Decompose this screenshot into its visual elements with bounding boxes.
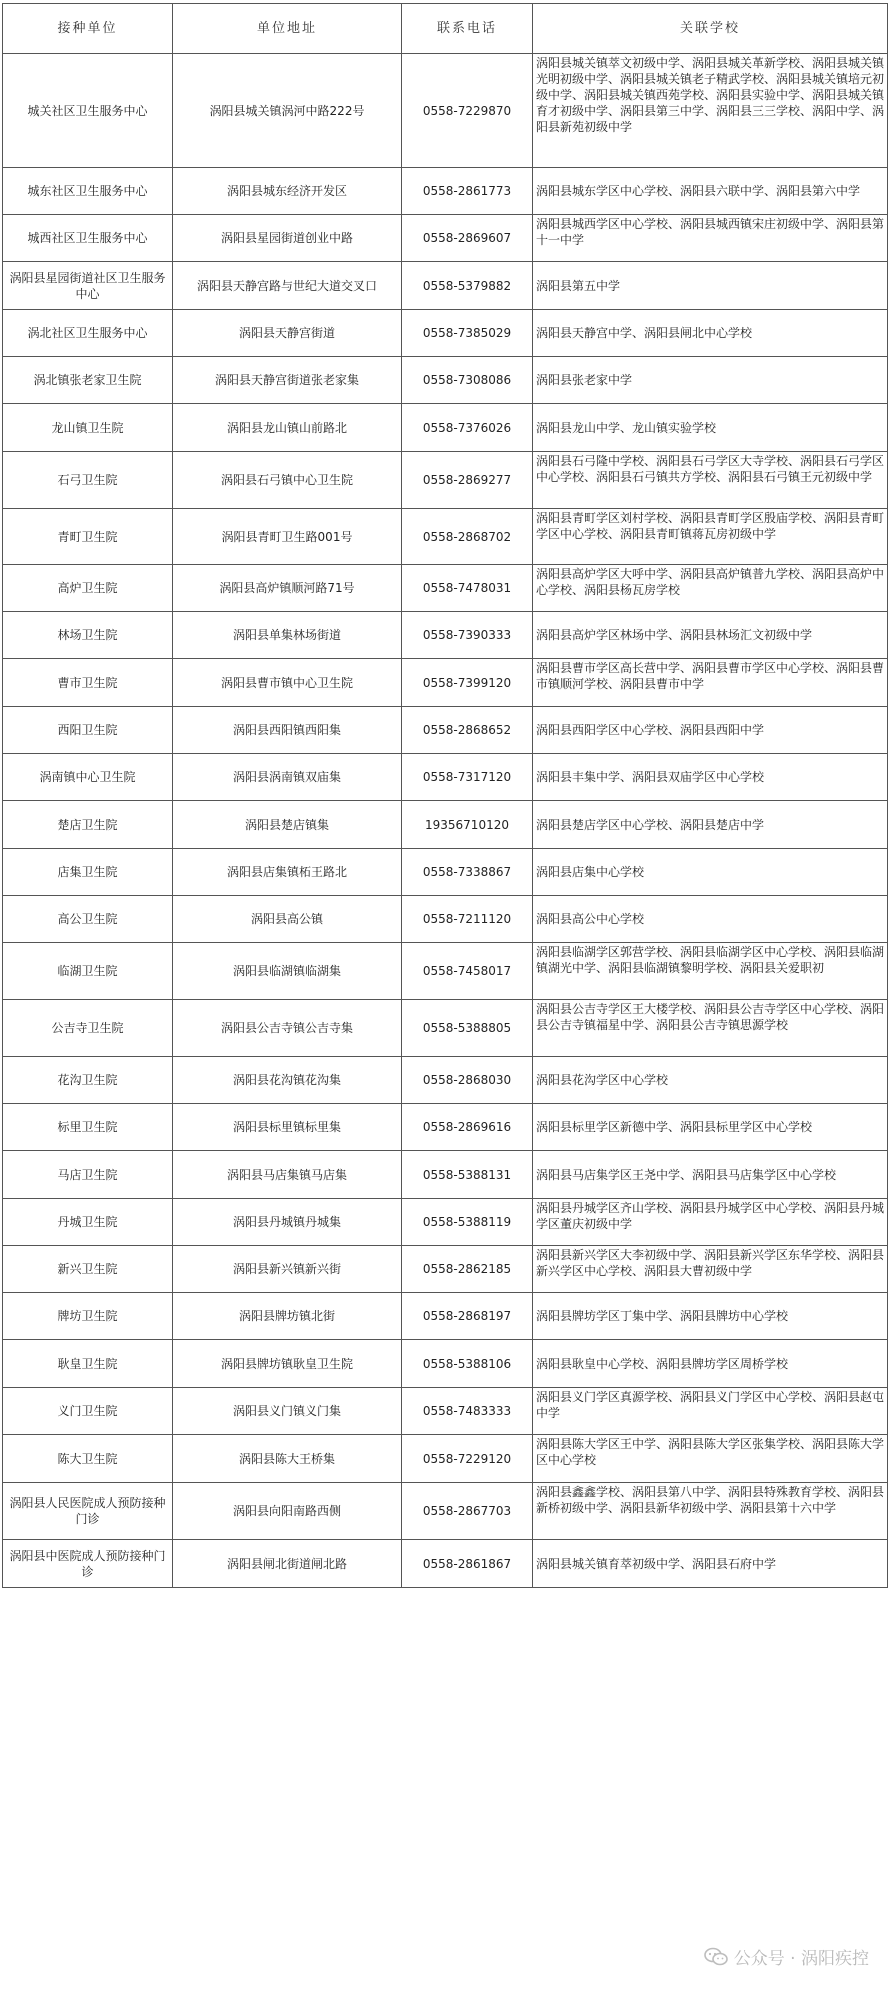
address-cell: 涡阳县新兴镇新兴街	[173, 1246, 402, 1293]
unit-name-cell: 城西社区卫生服务中心	[3, 215, 173, 262]
schools-cell: 涡阳县花沟学区中心学校	[533, 1057, 888, 1104]
address-cell: 涡阳县楚店镇集	[173, 801, 402, 849]
schools-cell: 涡阳县城西学区中心学校、涡阳县城西镇宋庄初级中学、涡阳县第十一中学	[533, 215, 888, 262]
schools-cell: 涡阳县高炉学区大呼中学、涡阳县高炉镇普九学校、涡阳县高炉中心学校、涡阳县杨瓦房学校	[533, 565, 888, 612]
table-row	[3, 849, 888, 896]
address-cell: 涡阳县牌坊镇北街	[173, 1293, 402, 1340]
table-row	[3, 215, 888, 262]
phone-cell: 0558-2868197	[402, 1293, 533, 1340]
watermark-text: 公众号 · 涡阳疾控	[733, 1949, 869, 1969]
address-cell: 涡阳县天静宫街道	[173, 310, 402, 357]
schools-cell: 涡阳县西阳学区中心学校、涡阳县西阳中学	[533, 707, 888, 754]
phone-cell: 0558-2861867	[402, 1540, 533, 1588]
schools-cell: 涡阳县高公中心学校	[533, 896, 888, 943]
schools-cell: 涡阳县鑫鑫学校、涡阳县第八中学、涡阳县特殊教育学校、涡阳县新桥初级中学、涡阳县新华初级中学、涡阳县第十六中学	[533, 1483, 888, 1540]
schools-cell: 涡阳县石弓隆中学校、涡阳县石弓学区大寺学校、涡阳县石弓学区中心学校、涡阳县石弓镇共方学校、涡阳县石弓镇王元初级中学	[533, 452, 888, 509]
address-cell: 涡阳县石弓镇中心卫生院	[173, 452, 402, 509]
table-row	[3, 1104, 888, 1151]
address-cell: 涡阳县龙山镇山前路北	[173, 404, 402, 452]
schools-cell: 涡阳县城关镇萃文初级中学、涡阳县城关革新学校、涡阳县城关镇光明初级中学、涡阳县城关镇老子精武学校、涡阳县城关镇培元初级中学、涡阳县城关镇西苑学校、涡阳县实验中学、涡阳县城关镇育才初级中学、涡阳县第三中学、涡阳县三三学校、涡阳中学、涡阳县新苑初级中学	[533, 54, 888, 168]
phone-cell: 0558-7458017	[402, 943, 533, 1000]
unit-name-cell: 涡南镇中心卫生院	[3, 754, 173, 801]
schools-cell: 涡阳县城关镇育萃初级中学、涡阳县石府中学	[533, 1540, 888, 1588]
phone-cell: 0558-7229120	[402, 1435, 533, 1483]
unit-name-cell: 龙山镇卫生院	[3, 404, 173, 452]
header-phone: 联系电话	[402, 4, 533, 54]
phone-cell: 0558-2862185	[402, 1246, 533, 1293]
address-cell: 涡阳县城东经济开发区	[173, 168, 402, 215]
phone-cell: 0558-2868030	[402, 1057, 533, 1104]
address-cell: 涡阳县丹城镇丹城集	[173, 1199, 402, 1246]
table-row	[3, 801, 888, 849]
unit-name-cell: 标里卫生院	[3, 1104, 173, 1151]
phone-cell: 0558-2869277	[402, 452, 533, 509]
unit-name-cell: 青町卫生院	[3, 509, 173, 565]
schools-cell: 涡阳县丹城学区齐山学校、涡阳县丹城学区中心学校、涡阳县丹城学区董庆初级中学	[533, 1199, 888, 1246]
header-unit: 接种单位	[3, 4, 173, 54]
table-row	[3, 612, 888, 659]
schools-cell: 涡阳县青町学区刘村学校、涡阳县青町学区殷庙学校、涡阳县青町学区中心学校、涡阳县青町镇蒋瓦房初级中学	[533, 509, 888, 565]
address-cell: 涡阳县义门镇义门集	[173, 1388, 402, 1435]
unit-name-cell: 林场卫生院	[3, 612, 173, 659]
schools-cell: 涡阳县张老家中学	[533, 357, 888, 404]
unit-name-cell: 石弓卫生院	[3, 452, 173, 509]
phone-cell: 0558-2869607	[402, 215, 533, 262]
address-cell: 涡阳县城关镇涡河中路222号	[173, 54, 402, 168]
phone-cell: 0558-7308086	[402, 357, 533, 404]
phone-cell: 0558-2869616	[402, 1104, 533, 1151]
address-cell: 涡阳县星园街道创业中路	[173, 215, 402, 262]
table-row	[3, 1246, 888, 1293]
address-cell: 涡阳县高公镇	[173, 896, 402, 943]
unit-name-cell: 临湖卫生院	[3, 943, 173, 1000]
table-row	[3, 1435, 888, 1483]
unit-name-cell: 花沟卫生院	[3, 1057, 173, 1104]
phone-cell: 0558-7338867	[402, 849, 533, 896]
table-row	[3, 1540, 888, 1588]
address-cell: 涡阳县曹市镇中心卫生院	[173, 659, 402, 707]
table-row	[3, 659, 888, 707]
address-cell: 涡阳县临湖镇临湖集	[173, 943, 402, 1000]
address-cell: 涡阳县陈大王桥集	[173, 1435, 402, 1483]
schools-cell: 涡阳县临湖学区郭营学校、涡阳县临湖学区中心学校、涡阳县临湖镇湖光中学、涡阳县临湖镇黎明学校、涡阳县关爱职初	[533, 943, 888, 1000]
address-cell: 涡阳县公吉寺镇公吉寺集	[173, 1000, 402, 1057]
schools-cell: 涡阳县陈大学区王中学、涡阳县陈大学区张集学校、涡阳县陈大学区中心学校	[533, 1435, 888, 1483]
phone-cell: 0558-5388805	[402, 1000, 533, 1057]
table-row	[3, 310, 888, 357]
schools-cell: 涡阳县店集中心学校	[533, 849, 888, 896]
vaccination-table	[2, 3, 888, 1588]
schools-cell: 涡阳县耿皇中心学校、涡阳县牌坊学区周桥学校	[533, 1340, 888, 1388]
table-row	[3, 452, 888, 509]
schools-cell: 涡阳县龙山中学、龙山镇实验学校	[533, 404, 888, 452]
unit-name-cell: 店集卫生院	[3, 849, 173, 896]
table-row	[3, 896, 888, 943]
unit-name-cell: 陈大卫生院	[3, 1435, 173, 1483]
address-cell: 涡阳县马店集镇马店集	[173, 1151, 402, 1199]
unit-name-cell: 牌坊卫生院	[3, 1293, 173, 1340]
schools-cell: 涡阳县牌坊学区丁集中学、涡阳县牌坊中心学校	[533, 1293, 888, 1340]
unit-name-cell: 公吉寺卫生院	[3, 1000, 173, 1057]
table-row	[3, 565, 888, 612]
schools-cell: 涡阳县丰集中学、涡阳县双庙学区中心学校	[533, 754, 888, 801]
table-row	[3, 1057, 888, 1104]
phone-cell: 0558-7229870	[402, 54, 533, 168]
unit-name-cell: 涡阳县人民医院成人预防接种门诊	[3, 1483, 173, 1540]
phone-cell: 0558-7376026	[402, 404, 533, 452]
unit-name-cell: 丹城卫生院	[3, 1199, 173, 1246]
schools-cell: 涡阳县新兴学区大李初级中学、涡阳县新兴学区东华学校、涡阳县新兴学区中心学校、涡阳县大曹初级中学	[533, 1246, 888, 1293]
address-cell: 涡阳县西阳镇西阳集	[173, 707, 402, 754]
schools-cell: 涡阳县标里学区新德中学、涡阳县标里学区中心学校	[533, 1104, 888, 1151]
unit-name-cell: 马店卫生院	[3, 1151, 173, 1199]
table-row	[3, 1340, 888, 1388]
unit-name-cell: 楚店卫生院	[3, 801, 173, 849]
unit-name-cell: 涡阳县中医院成人预防接种门诊	[3, 1540, 173, 1588]
table-row	[3, 54, 888, 168]
address-cell: 涡阳县高炉镇顺河路71号	[173, 565, 402, 612]
unit-name-cell: 西阳卫生院	[3, 707, 173, 754]
address-cell: 涡阳县牌坊镇耿皇卫生院	[173, 1340, 402, 1388]
phone-cell: 0558-7317120	[402, 754, 533, 801]
table-row	[3, 404, 888, 452]
unit-name-cell: 涡北镇张老家卫生院	[3, 357, 173, 404]
schools-cell: 涡阳县公吉寺学区王大楼学校、涡阳县公吉寺学区中心学校、涡阳县公吉寺镇福星中学、涡阳县公吉寺镇思源学校	[533, 1000, 888, 1057]
table-row	[3, 1388, 888, 1435]
address-cell: 涡阳县向阳南路西侧	[173, 1483, 402, 1540]
schools-cell: 涡阳县马店集学区王尧中学、涡阳县马店集学区中心学校	[533, 1151, 888, 1199]
phone-cell: 0558-7483333	[402, 1388, 533, 1435]
table-row	[3, 262, 888, 310]
address-cell: 涡阳县店集镇柘王路北	[173, 849, 402, 896]
phone-cell: 0558-7211120	[402, 896, 533, 943]
phone-cell: 0558-5388131	[402, 1151, 533, 1199]
schools-cell: 涡阳县第五中学	[533, 262, 888, 310]
address-cell: 涡阳县单集林场街道	[173, 612, 402, 659]
table-row	[3, 707, 888, 754]
phone-cell: 0558-2867703	[402, 1483, 533, 1540]
unit-name-cell: 耿皇卫生院	[3, 1340, 173, 1388]
unit-name-cell: 高公卫生院	[3, 896, 173, 943]
table-row	[3, 168, 888, 215]
header-schools: 关联学校	[533, 4, 888, 54]
schools-cell: 涡阳县城东学区中心学校、涡阳县六联中学、涡阳县第六中学	[533, 168, 888, 215]
table-row	[3, 357, 888, 404]
table-row	[3, 1483, 888, 1540]
address-cell: 涡阳县天静宫路与世纪大道交叉口	[173, 262, 402, 310]
table-row	[3, 1293, 888, 1340]
address-cell: 涡阳县闸北街道闸北路	[173, 1540, 402, 1588]
watermark	[700, 1942, 873, 1971]
phone-cell: 0558-7399120	[402, 659, 533, 707]
table-row	[3, 1199, 888, 1246]
phone-cell: 0558-2868652	[402, 707, 533, 754]
table-row	[3, 509, 888, 565]
table-header-row	[3, 4, 888, 54]
table-row	[3, 1000, 888, 1057]
schools-cell: 涡阳县曹市学区高长营中学、涡阳县曹市学区中心学校、涡阳县曹市镇顺河学校、涡阳县曹市中学	[533, 659, 888, 707]
phone-cell: 19356710120	[402, 801, 533, 849]
table-row	[3, 754, 888, 801]
unit-name-cell: 涡阳县星园街道社区卫生服务中心	[3, 262, 173, 310]
unit-name-cell: 曹市卫生院	[3, 659, 173, 707]
table-row	[3, 1151, 888, 1199]
schools-cell: 涡阳县义门学区真源学校、涡阳县义门学区中心学校、涡阳县赵屯中学	[533, 1388, 888, 1435]
phone-cell: 0558-7385029	[402, 310, 533, 357]
schools-cell: 涡阳县楚店学区中心学校、涡阳县楚店中学	[533, 801, 888, 849]
unit-name-cell: 新兴卫生院	[3, 1246, 173, 1293]
address-cell: 涡阳县标里镇标里集	[173, 1104, 402, 1151]
table-row	[3, 943, 888, 1000]
unit-name-cell: 义门卫生院	[3, 1388, 173, 1435]
schools-cell: 涡阳县天静宫中学、涡阳县闸北中心学校	[533, 310, 888, 357]
phone-cell: 0558-5388106	[402, 1340, 533, 1388]
address-cell: 涡阳县天静宫街道张老家集	[173, 357, 402, 404]
schools-cell: 涡阳县高炉学区林场中学、涡阳县林场汇文初级中学	[533, 612, 888, 659]
unit-name-cell: 高炉卫生院	[3, 565, 173, 612]
phone-cell: 0558-5379882	[402, 262, 533, 310]
phone-cell: 0558-2868702	[402, 509, 533, 565]
address-cell: 涡阳县花沟镇花沟集	[173, 1057, 402, 1104]
phone-cell: 0558-5388119	[402, 1199, 533, 1246]
address-cell: 涡阳县涡南镇双庙集	[173, 754, 402, 801]
phone-cell: 0558-7390333	[402, 612, 533, 659]
unit-name-cell: 涡北社区卫生服务中心	[3, 310, 173, 357]
header-address: 单位地址	[173, 4, 402, 54]
wechat-icon	[704, 1947, 728, 1967]
unit-name-cell: 城东社区卫生服务中心	[3, 168, 173, 215]
address-cell: 涡阳县青町卫生路001号	[173, 509, 402, 565]
phone-cell: 0558-7478031	[402, 565, 533, 612]
phone-cell: 0558-2861773	[402, 168, 533, 215]
unit-name-cell: 城关社区卫生服务中心	[3, 54, 173, 168]
